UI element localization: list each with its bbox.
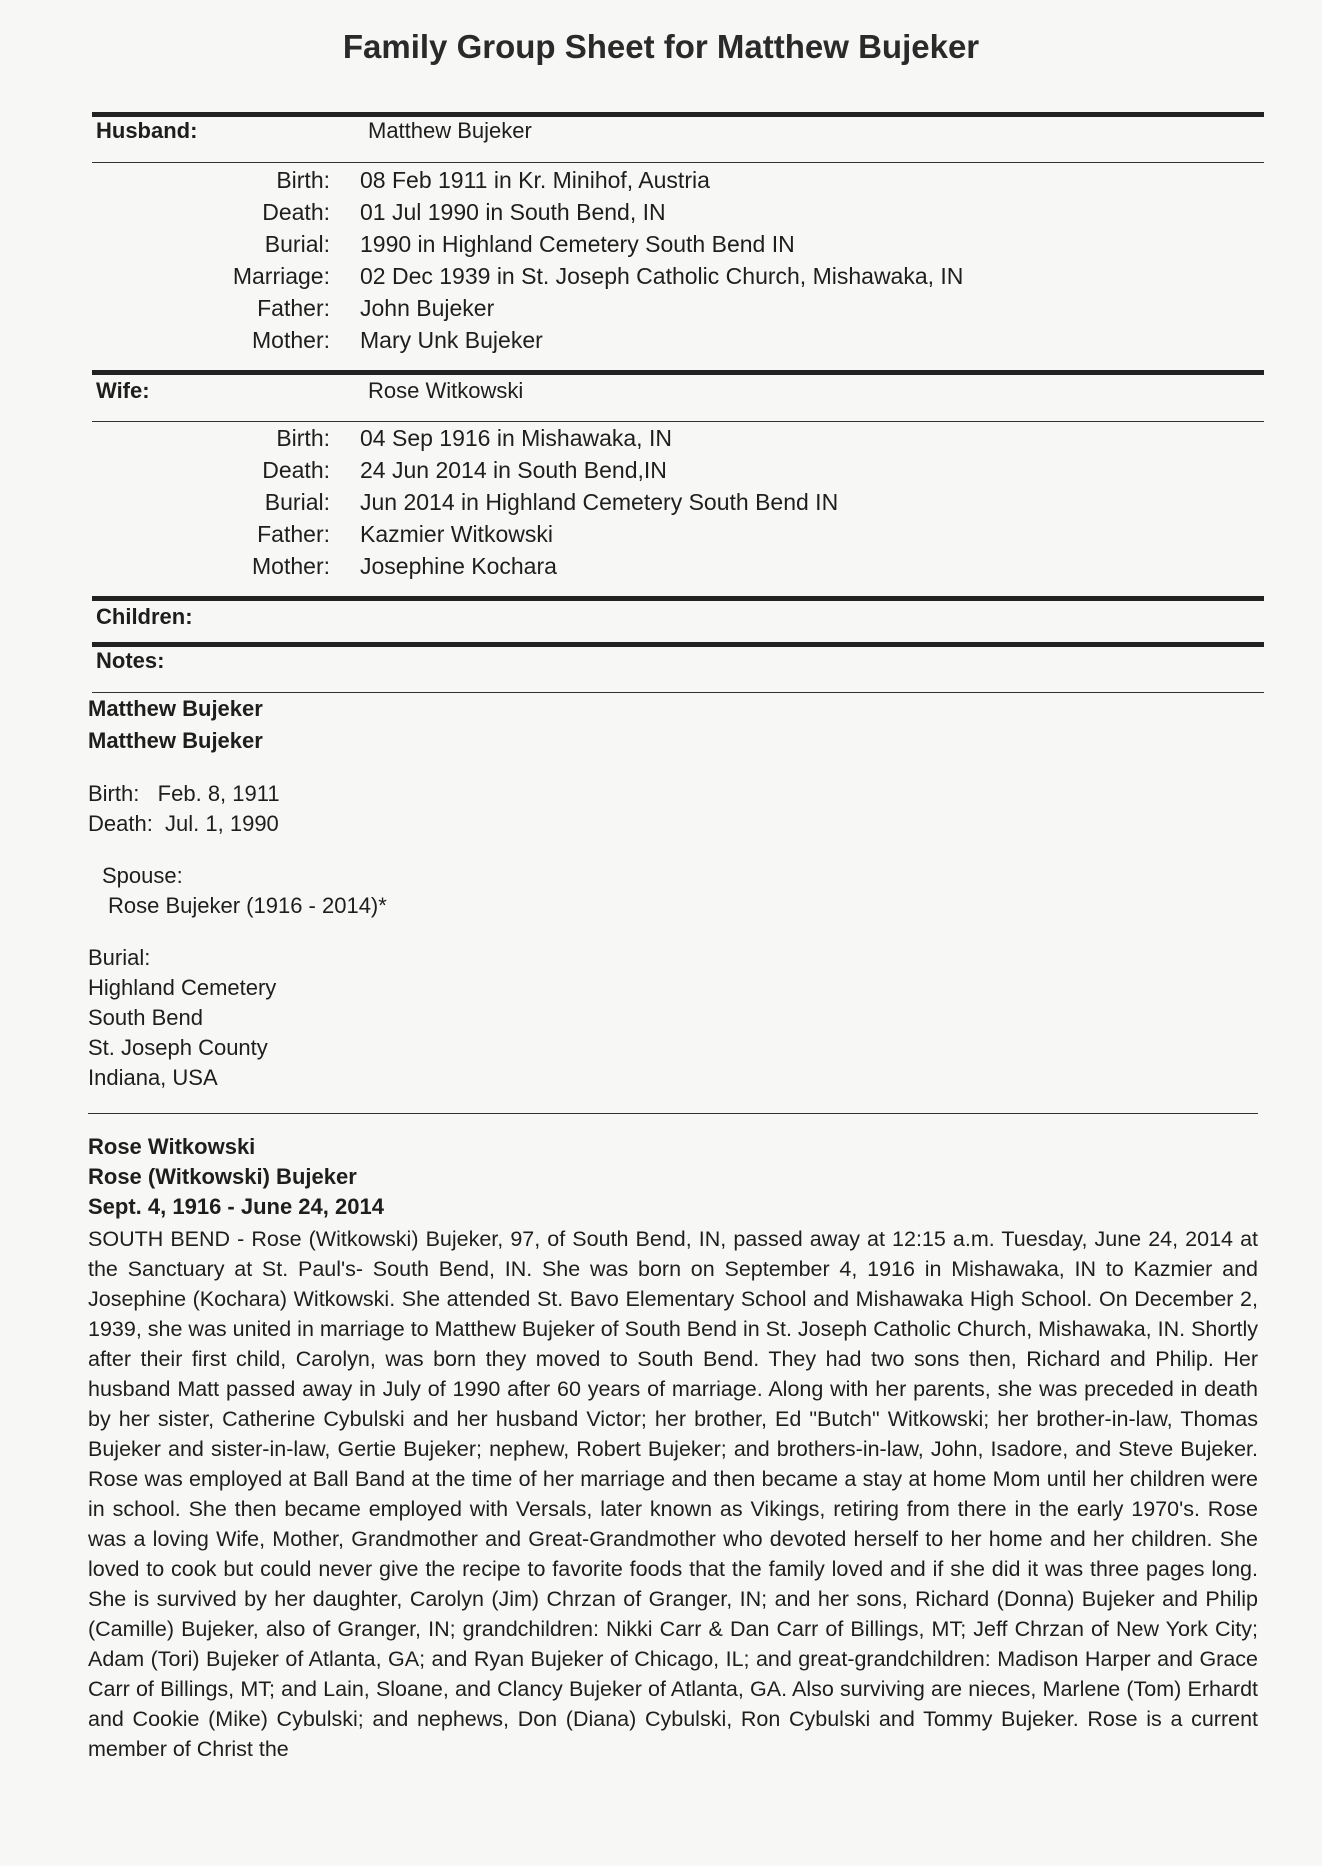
note-dates: Sept. 4, 1916 - June 24, 2014 (88, 1194, 384, 1219)
fact-label: Father: (257, 520, 330, 547)
fact-value: 08 Feb 1911 in Kr. Minihof, Austria (360, 166, 710, 193)
note-heading: Rose (Witkowski) Bujeker (88, 1164, 357, 1189)
fact-label: Death: (262, 456, 330, 483)
fact-value: Mary Unk Bujeker (360, 326, 543, 353)
divider-husband-top (92, 112, 1264, 117)
fact-row (150, 260, 1250, 292)
note-burial-line: South Bend (88, 1005, 203, 1030)
fact-value: 04 Sep 1916 in Mishawaka, IN (360, 424, 672, 451)
husband-label: Husband: (96, 118, 198, 143)
note-heading: Matthew Bujeker (88, 696, 263, 721)
note-burial-label: Burial: (88, 945, 151, 970)
fact-label: Father: (257, 294, 330, 321)
obituary-text: SOUTH BEND - Rose (Witkowski) Bujeker, 97, of South Bend, IN, passed away at 12:15 a.m. Tuesday, June 24, 2014 at the Sanctuary at St. Paul's- South Bend, IN. She was born on September 4, 1916 in Mishawaka, IN to Kazmier and Josephine (Kochara) Witkowski. She attended St. Bavo Elementary School and Mishawaka High School. On December 2, 1939, she was united in marriage to Matthew Bujeker of South Bend in St. Joseph Catholic Church, Mishawaka, IN. Shortly after their first child, Carolyn, was born they moved to South Bend. They had two sons then, Richard and Philip. Her husband Matt passed away in July of 1990 after 60 years of marriage. Along with her parents, she was preceded in death by her sister, Catherine Cybulski and her husband Victor; her brother, Ed "Butch" Witkowski; her brother-in-law, Thomas Bujeker and sister-in-law, Gertie Bujeker; nephew, Robert Bujeker; and brothers-in-law, John, Isadore, and Steve Bujeker. Rose was employed at Ball Band at the time of her marriage and then became a stay at home Mom until her children were in school. She then became employed with Versals, later known as Vikings, retiring from there in the early 1970's. Rose was a loving Wife, Mother, Grandmother and Great-Grandmother who devoted herself to her home and her children. She loved to cook but could never give the recipe to favorite foods that the family loved and if she did it was three pages long. She is survived by her daughter, Carolyn (Jim) Chrzan of Granger, IN; and her sons, Richard (Donna) Bujeker and Philip (Camille) Bujeker, also of Granger, IN; grandchildren: Nikki Carr & Dan Carr of Billings, MT; Jeff Chrzan of New York City; Adam (Tori) Bujeker of Atlanta, GA; and Ryan Bujeker of Chicago, IL; and great-grandchildren: Madison Harper and Grace Carr of Billings, MT; and Lain, Sloane, and Clancy Bujeker of Atlanta, GA. Also surviving are nieces, Marlene (Tom) Erhardt and Cookie (Mike) Cybulski; and nephews, Don (Diana) Cybulski, Ron Cybulski and Tommy Bujeker. Rose is a current member of Christ the (88, 1227, 1258, 1761)
fact-value: 24 Jun 2014 in South Bend,IN (360, 456, 667, 483)
note-burial-line: Highland Cemetery (88, 975, 277, 1000)
fact-value: 1990 in Highland Cemetery South Bend IN (360, 230, 795, 257)
divider-wife-top (92, 370, 1264, 375)
divider-children-top (92, 596, 1264, 601)
fact-row (150, 454, 1250, 486)
note-spouse: Rose Bujeker (1916 - 2014)* (108, 893, 387, 918)
fact-row (150, 422, 1250, 454)
divider-notes-top (92, 642, 1264, 647)
fact-label: Mother: (252, 326, 330, 353)
fact-row (150, 228, 1250, 260)
note-spouse-label: Spouse: (102, 863, 183, 888)
fact-value: 01 Jul 1990 in South Bend, IN (360, 198, 666, 225)
page-title: Family Group Sheet for Matthew Bujeker (342, 28, 980, 65)
fact-label: Mother: (252, 552, 330, 579)
fact-row (150, 324, 1250, 356)
fact-label: Death: (262, 198, 330, 225)
fact-value: Jun 2014 in Highland Cemetery South Bend IN (360, 488, 839, 515)
note-burial-line: Indiana, USA (88, 1065, 218, 1090)
husband-facts (150, 164, 1250, 356)
notes-label: Notes: (96, 648, 165, 673)
fact-label: Burial: (264, 488, 330, 515)
fact-value: 02 Dec 1939 in St. Joseph Catholic Church, Mishawaka, IN (360, 262, 964, 289)
notes-divider (88, 1113, 1258, 1114)
fact-label: Burial: (264, 230, 330, 257)
husband-name: Matthew Bujeker (368, 118, 532, 143)
fact-row (150, 164, 1250, 196)
note-heading: Rose Witkowski (88, 1134, 256, 1159)
fact-value: Josephine Kochara (360, 552, 557, 579)
fact-label: Birth: (276, 424, 330, 451)
wife-name: Rose Witkowski (368, 378, 524, 403)
fact-row (150, 486, 1250, 518)
divider-husband-name (92, 162, 1264, 163)
fact-value: Kazmier Witkowski (360, 520, 553, 547)
fact-value: John Bujeker (360, 294, 495, 321)
fact-label: Birth: (276, 166, 330, 193)
fact-row (150, 550, 1250, 582)
fact-row (150, 518, 1250, 550)
fact-row (150, 196, 1250, 228)
note-burial-line: St. Joseph County (88, 1035, 268, 1060)
note-birth: Birth: Feb. 8, 1911 (88, 781, 280, 806)
note-heading: Matthew Bujeker (88, 728, 263, 753)
note-death: Death: Jul. 1, 1990 (88, 811, 279, 836)
fact-row (150, 292, 1250, 324)
wife-label: Wife: (96, 378, 150, 403)
wife-facts (150, 422, 1250, 582)
fact-label: Marriage: (232, 262, 330, 289)
children-label: Children: (96, 604, 193, 629)
notes-body (88, 693, 1258, 1764)
